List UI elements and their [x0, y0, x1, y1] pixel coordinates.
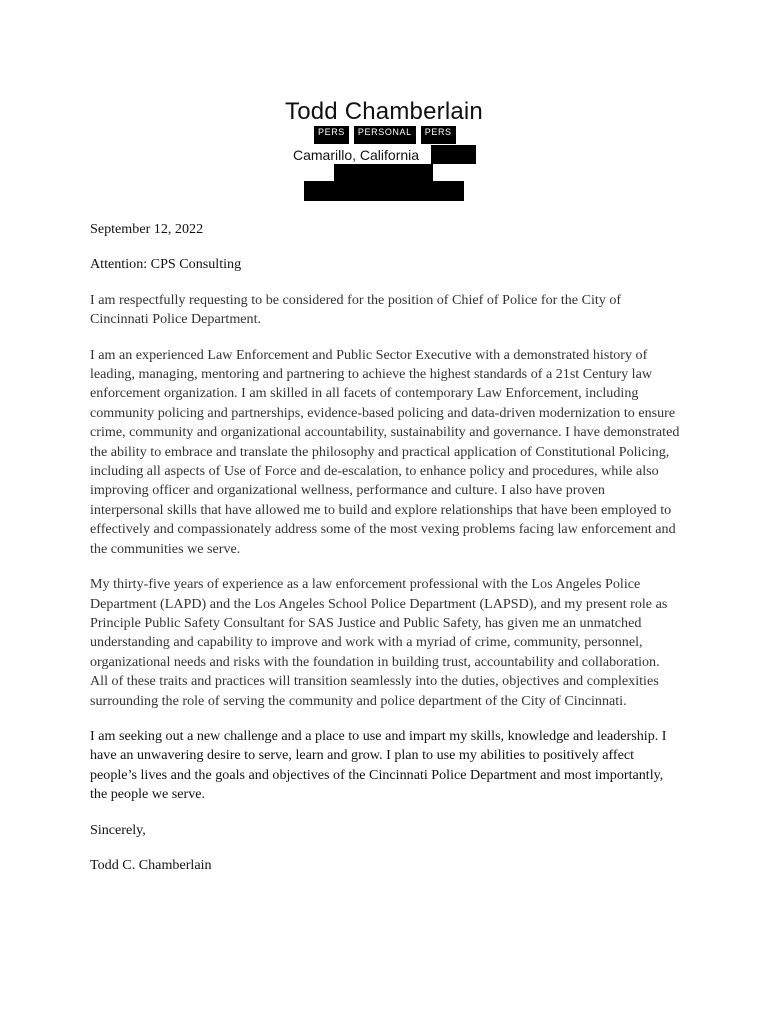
redaction-tag: PERS	[421, 126, 456, 144]
letter-closing: Sincerely,	[90, 821, 146, 838]
letter-body	[90, 220, 680, 891]
letter-attention: Attention: CPS Consulting	[90, 256, 242, 273]
sender-name: Todd Chamberlain	[285, 98, 483, 125]
letter-paragraph: I am seeking out a new challenge and a place to use and impart my skills, knowledge and leadership. I have an unwavering desire to serve, learn and grow. I plan to use my abilities to positively affect people’s lives and the goals and objectives of the Cincinnati Police Department and most importantly, the people we serve.	[90, 727, 667, 803]
redaction-block	[334, 164, 433, 181]
letter-paragraph: I am an experienced Law Enforcement and Public Sector Executive with a demonstrated history of leading, managing, mentoring and partnering to achieve the highest standards of a 21st Century law enforcement organization. I am skilled in all facets of contemporary Law Enforcement, including community policing and partnerships, evidence-based policing and data-driven modernization to ensure crime, community and organizational accountability, sustainability and governance. I have demonstrated the ability to embrace and translate the philosophy and practical application of Constitutional Policing, including all aspects of Use of Force and de-escalation, to enhance policy and procedures, while also improving officer and organizational wellness, performance and culture. I also have proven interpersonal skills that have allowed me to build and explore relationships that have been employed to effectively and compassionately address some of the most vexing problems facing law enforcement and the communities we serve.	[90, 346, 680, 557]
sender-location: Camarillo, California	[293, 147, 420, 163]
redaction-block	[431, 145, 476, 164]
redaction-tag: PERSONAL	[354, 126, 416, 144]
letter-date: September 12, 2022	[90, 221, 204, 237]
redaction-block	[304, 181, 464, 201]
redaction-tag: PERS	[314, 126, 349, 144]
letter-paragraph: I am respectfully requesting to be considered for the position of Chief of Police for the City of Cincinnati Police Department.	[90, 291, 622, 328]
letter-paragraph: My thirty-five years of experience as a law enforcement professional with the Los Angeles Police Department (LAPD) and the Los Angeles School Police Department (LAPSD), and my present role as Principle Public Safety Consultant for SAS Justice and Public Safety, has given me an unmatched understanding and capability to improve and work with a myriad of crime, community, personnel, organizational needs and risks with the foundation in building trust, accountability and collaboration. All of these traits and practices will transition seamlessly into the duties, objectives and complexities surrounding the role of serving the community and police department of the City of Cincinnati.	[90, 576, 668, 709]
letter-signature: Todd C. Chamberlain	[90, 856, 212, 873]
redacted-contact-row	[314, 126, 456, 144]
